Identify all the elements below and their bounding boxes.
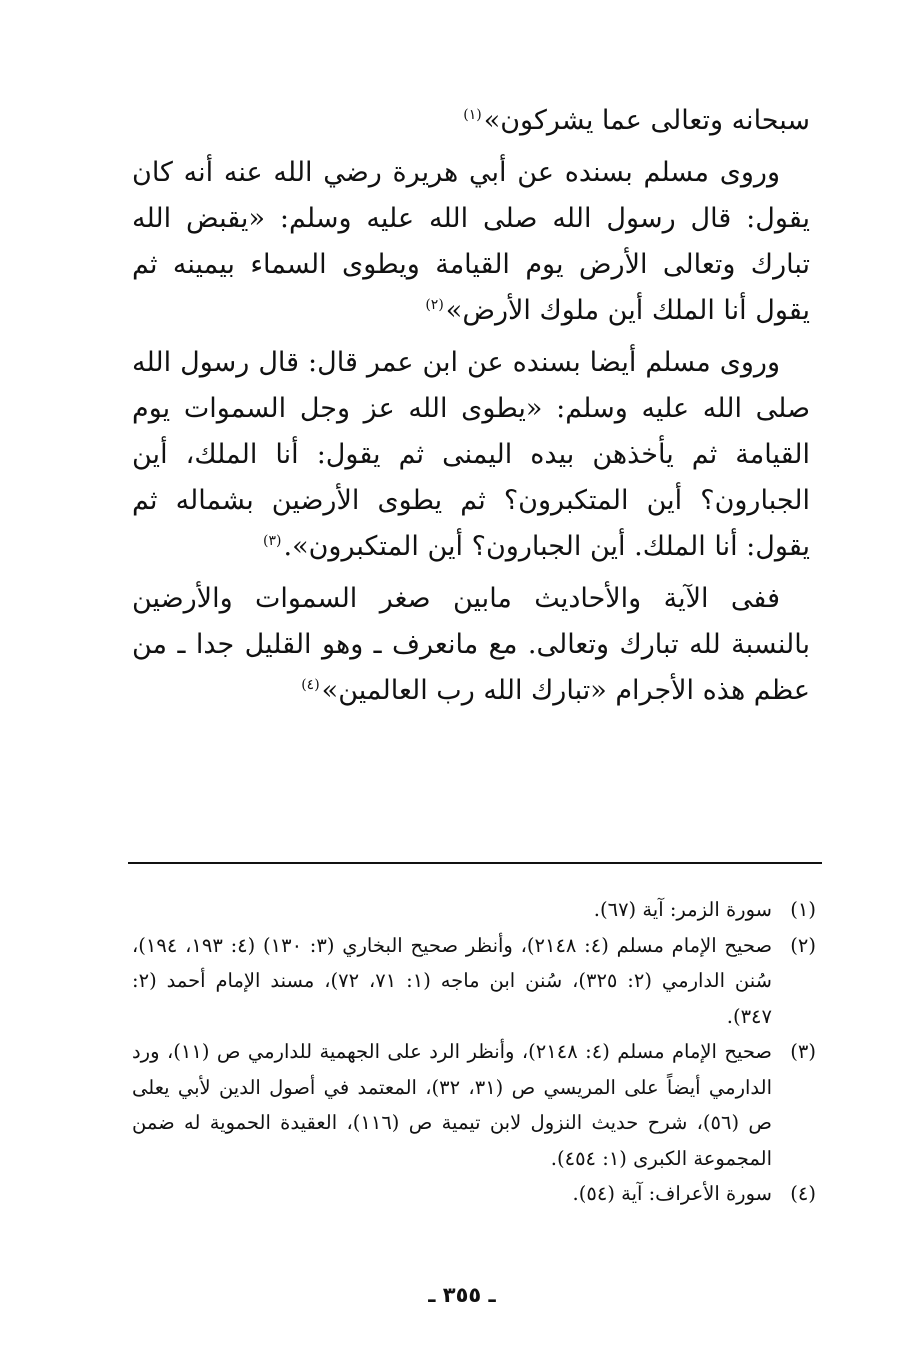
footnote-text: صحيح الإمام مسلم (٤: ٢١٤٨)، وأنظر الرد على الجهمية للدارمي ص (١١)، ورد الدارمي أيضاً على المريسي ص (٣١، ٣٢)، المعتمد في أصول الدين لأبي يعلى ص (٥٦)، شرح حديث النزول لابن تيمية ص (١١٦)، العقيدة الحموية له ضمن المجموعة الكبرى (١: ٤٥٤). <box>132 1040 773 1170</box>
paragraph-4 <box>132 576 810 714</box>
footnote-number: (٢) <box>790 933 816 957</box>
footnote-divider <box>128 862 822 864</box>
paragraph-1 <box>132 98 810 144</box>
paragraph-text: وروى مسلم أيضا بسنده عن ابن عمر قال: قال رسول الله صلى الله عليه وسلم: «يطوى الله عز وجل السموات يوم القيامة ثم يأخذهن بيده اليمنى ثم يقول: أنا الملك، أين الجبارون؟ أين المتكبرون؟ ثم يطوى الأرضين بشماله ثم يقول: أنا الملك. أين الجبارون؟ أين المتكبرون». <box>132 347 810 562</box>
footnote-text: سورة الأعراف: آية (٥٤). <box>572 1182 772 1205</box>
footnote-number: (٤) <box>790 1182 816 1205</box>
footnote-reference: (٤) <box>301 677 320 693</box>
paragraph-2 <box>132 150 810 334</box>
page-number: ـ ٣٥٥ ـ <box>428 1283 496 1307</box>
main-text-block <box>132 98 810 720</box>
paragraph-3 <box>132 340 810 570</box>
footnote-number: (١) <box>790 898 816 921</box>
paragraph-text: ففى الآية والأحاديث مابين صغر السموات والأرضين بالنسبة لله تبارك وتعالى. مع مانعرف ـ وهو القليل جدا ـ من عظم هذه الأجرام «تبارك الله رب العالمين» <box>132 583 810 706</box>
footnotes-section <box>132 892 816 1212</box>
footnote-reference: (٣) <box>263 533 282 549</box>
paragraph-text: سبحانه وتعالى عما يشركون» <box>483 105 810 136</box>
paragraph-text: وروى مسلم بسنده عن أبي هريرة رضي الله عنه أنه كان يقول: قال رسول الله صلى الله عليه وسلم: «يقبض الله تبارك وتعالى الأرض يوم القيامة ويطوى السماء بيمينه ثم يقول أنا الملك أين ملوك الأرض» <box>132 157 810 326</box>
footnote-1 <box>132 892 816 928</box>
footnote-4 <box>132 1176 816 1212</box>
footnote-reference: (٢) <box>425 297 444 313</box>
footnote-text: صحيح الإمام مسلم (٤: ٢١٤٨)، وأنظر صحيح البخاري (٣: ١٣٠) (٤: ١٩٣، ١٩٤)، سُنن الدارمي (٢: ٣٢٥)، سُنن ابن ماجه (١: ٧١، ٧٢)، مسند الإمام أحمد (٢: ٣٤٧). <box>132 933 773 1028</box>
footnote-number: (٣) <box>790 1040 816 1063</box>
footnote-3 <box>132 1034 816 1176</box>
footnote-2 <box>132 928 816 1035</box>
footnote-text: سورة الزمر: آية (٦٧). <box>593 898 772 921</box>
footnote-reference: (١) <box>463 107 482 123</box>
